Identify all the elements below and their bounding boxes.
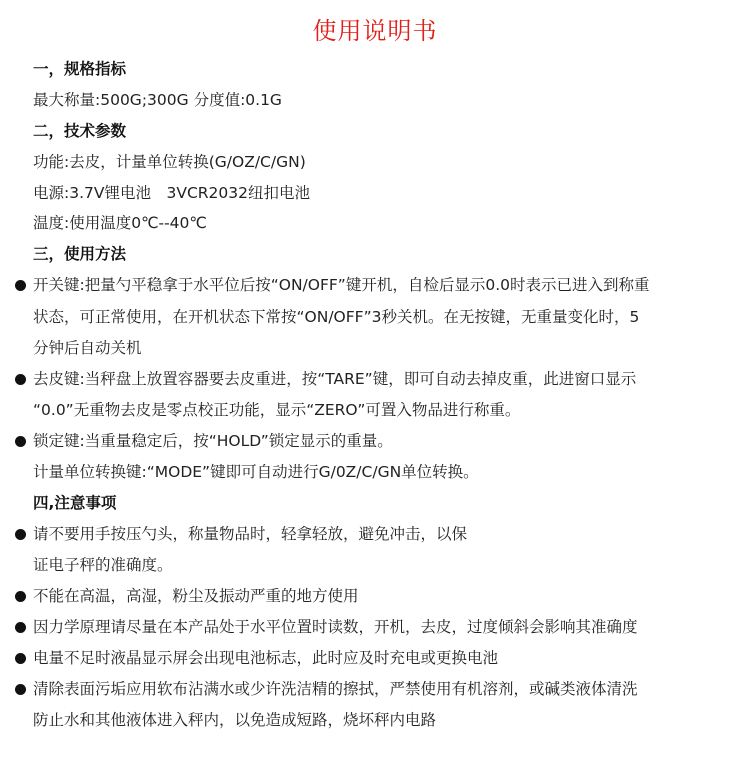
usage-line: 计量单位转换键:“MODE”键即可自动进行G/0Z/C/GN单位转换。 xyxy=(33,463,479,481)
usage-line: 锁定键:当重量稳定后，按“HOLD”锁定显示的重量。 xyxy=(33,432,393,450)
bullet-dot xyxy=(15,374,26,385)
params-line: 温度:使用温度0℃--40℃ xyxy=(33,214,207,232)
page-title: 使用说明书 xyxy=(312,17,438,45)
bullet-dot xyxy=(15,684,26,695)
bullet-dot xyxy=(15,436,26,447)
notes-line: 清除表面污垢应用软布沾满水或少许洗洁精的擦拭，严禁使用有机溶剂，或碱类液体清洗 xyxy=(33,680,638,698)
notes-line: 电量不足时液晶显示屏会出现电池标志，此时应及时充电或更换电池 xyxy=(33,649,499,667)
bullet-dot xyxy=(15,622,26,633)
notes-line: 不能在高温，高湿，粉尘及振动严重的地方使用 xyxy=(33,587,359,605)
notes-line: 因力学原理请尽量在本产品处于水平位置时读数，开机，去皮，过度倾斜会影响其准确度 xyxy=(33,618,638,636)
section-heading-notes: 四,注意事项 xyxy=(33,494,117,512)
notes-line: 证电子秤的准确度。 xyxy=(33,556,173,574)
bullet-dot xyxy=(15,591,26,602)
usage-line: “0.0”无重物去皮是零点校正功能，显示“ZERO”可置入物品进行称重。 xyxy=(33,401,521,419)
section-heading-spec: 一，规格指标 xyxy=(33,60,127,78)
notes-line: 防止水和其他液体进入秤内，以免造成短路，烧坏秤内电路 xyxy=(33,711,437,729)
bullet-dot xyxy=(15,529,26,540)
section-heading-usage: 三，使用方法 xyxy=(33,245,127,263)
params-line: 功能:去皮，计量单位转换(G/OZ/C/GN) xyxy=(33,153,306,171)
section-heading-params: 二，技术参数 xyxy=(33,122,127,140)
notes-line: 请不要用手按压勺头，称量物品时，轻拿轻放，避免冲击，以保 xyxy=(33,525,468,543)
usage-line: 状态，可正常使用，在开机状态下常按“ON/OFF”3秒关机。在无按键，无重量变化时，5 xyxy=(33,308,640,326)
usage-line: 开关键:把量勺平稳拿于水平位后按“ON/OFF”键开机，自检后显示0.0时表示已进入到称重 xyxy=(33,276,650,294)
spec-line: 最大称量:500G;300G 分度值:0.1G xyxy=(33,91,282,109)
usage-line: 分钟后自动关机 xyxy=(33,339,142,357)
params-line: 电源:3.7V锂电池 3VCR2032纽扣电池 xyxy=(33,184,310,202)
bullet-dot xyxy=(15,653,26,664)
bullet-dot xyxy=(15,280,26,291)
usage-line: 去皮键:当秤盘上放置容器要去皮重进，按“TARE”键，即可自动去掉皮重，此进窗口显示 xyxy=(33,370,637,388)
